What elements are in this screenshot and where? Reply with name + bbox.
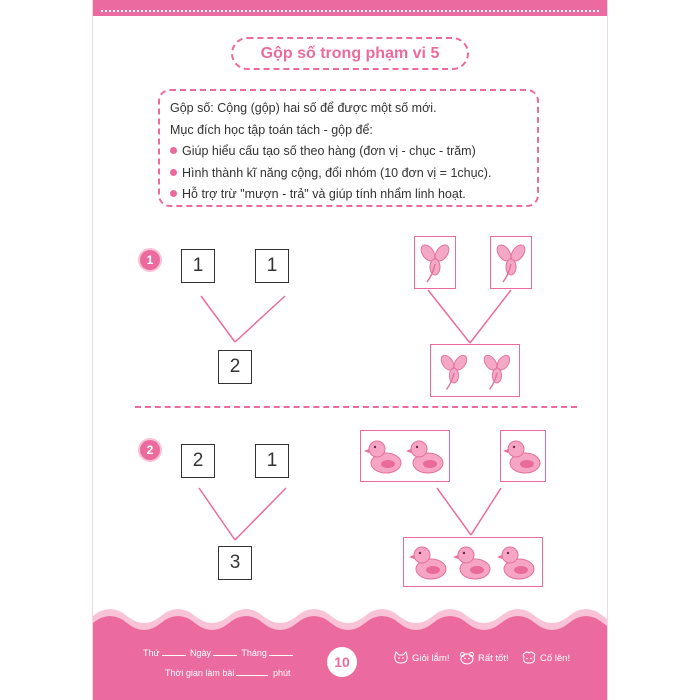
cat-face-icon bbox=[393, 651, 409, 665]
exercise-2-left-picture bbox=[360, 430, 450, 482]
phut-label: phút bbox=[272, 668, 291, 678]
exercise-2-result-picture bbox=[403, 537, 543, 587]
praise-label: Cố lên! bbox=[540, 652, 571, 664]
time-line bbox=[165, 668, 290, 678]
info-bullet-3 bbox=[170, 184, 527, 206]
info-bullet-text: Giúp hiểu cấu tạo số theo hàng (đơn vị - chục - trăm) bbox=[182, 144, 476, 158]
connector-line bbox=[471, 488, 501, 535]
section-divider bbox=[135, 406, 577, 408]
thu-blank[interactable] bbox=[162, 655, 186, 656]
clover-leaf-icon bbox=[477, 348, 516, 394]
connector-line bbox=[437, 488, 471, 535]
sheep-face-icon bbox=[521, 651, 537, 665]
clover-leaf-icon bbox=[491, 237, 530, 287]
bullet-icon bbox=[170, 190, 177, 197]
ngay-label: Ngày bbox=[190, 648, 212, 658]
exercise-1-number: 1 bbox=[140, 250, 160, 270]
clover-leaf-icon bbox=[434, 348, 473, 394]
connector-line bbox=[201, 296, 235, 342]
exercise-2-right-picture bbox=[500, 430, 546, 482]
info-line-1: Gộp số: Cộng (gộp) hai số để được một số mới. bbox=[170, 101, 437, 115]
exercise-2-left-box[interactable]: 2 bbox=[181, 444, 215, 478]
connector-line bbox=[235, 296, 285, 342]
connector-line bbox=[428, 290, 470, 343]
exercise-1-right-picture bbox=[490, 236, 532, 289]
info-bullet-1 bbox=[170, 141, 527, 163]
info-bullet-2 bbox=[170, 163, 527, 185]
info-line-2: Mục đích học tập toán tách - gộp để: bbox=[170, 122, 373, 137]
praise-label: Giỏi lắm! bbox=[412, 652, 450, 664]
date-line bbox=[143, 648, 295, 658]
bullet-icon bbox=[170, 169, 177, 176]
exercise-1-right-box[interactable]: 1 bbox=[255, 249, 289, 283]
exercise-2-number: 2 bbox=[140, 440, 160, 460]
worksheet-page bbox=[93, 0, 607, 700]
clover-leaf-icon bbox=[415, 237, 454, 287]
praise-rat-tot[interactable] bbox=[459, 651, 509, 665]
duck-icon bbox=[503, 436, 543, 476]
thang-label: Tháng bbox=[241, 648, 267, 658]
connector-line bbox=[470, 290, 511, 343]
time-label: Thời gian làm bài bbox=[165, 668, 235, 678]
exercise-1-left-box[interactable]: 1 bbox=[181, 249, 215, 283]
thang-blank[interactable] bbox=[269, 655, 293, 656]
top-border-strip bbox=[93, 0, 607, 16]
page-title-text: Gộp số trong phạm vi 5 bbox=[260, 44, 440, 62]
bear-face-icon bbox=[459, 651, 475, 665]
praise-co-len[interactable] bbox=[521, 651, 570, 665]
page-title bbox=[231, 37, 469, 70]
duck-icon bbox=[364, 436, 404, 476]
connector-line bbox=[199, 488, 235, 540]
exercise-1-result-picture bbox=[430, 344, 520, 397]
duck-icon bbox=[409, 542, 449, 582]
praise-label: Rất tốt! bbox=[478, 652, 509, 664]
praise-gioi-lam[interactable] bbox=[393, 651, 449, 665]
exercise-2-right-box[interactable]: 1 bbox=[255, 444, 289, 478]
duck-icon bbox=[497, 542, 537, 582]
duck-icon bbox=[406, 436, 446, 476]
exercise-1-left-picture bbox=[414, 236, 456, 289]
info-bullet-text: Hỗ trợ trừ "mượn - trả" và giúp tính nhẩm linh hoạt. bbox=[182, 187, 466, 201]
ngay-blank[interactable] bbox=[213, 655, 237, 656]
duck-icon bbox=[453, 542, 493, 582]
exercise-1-result-box[interactable]: 2 bbox=[218, 350, 252, 384]
connector-line bbox=[235, 488, 286, 540]
exercise-2-result-box[interactable]: 3 bbox=[218, 546, 252, 580]
page-number: 10 bbox=[327, 647, 357, 677]
thu-label: Thứ bbox=[143, 648, 160, 658]
footer bbox=[93, 596, 607, 700]
time-blank[interactable] bbox=[236, 675, 268, 676]
bullet-icon bbox=[170, 147, 177, 154]
info-bullet-text: Hình thành kĩ năng cộng, đổi nhóm (10 đơn vị = 1chục). bbox=[182, 165, 492, 180]
info-box bbox=[158, 89, 539, 207]
